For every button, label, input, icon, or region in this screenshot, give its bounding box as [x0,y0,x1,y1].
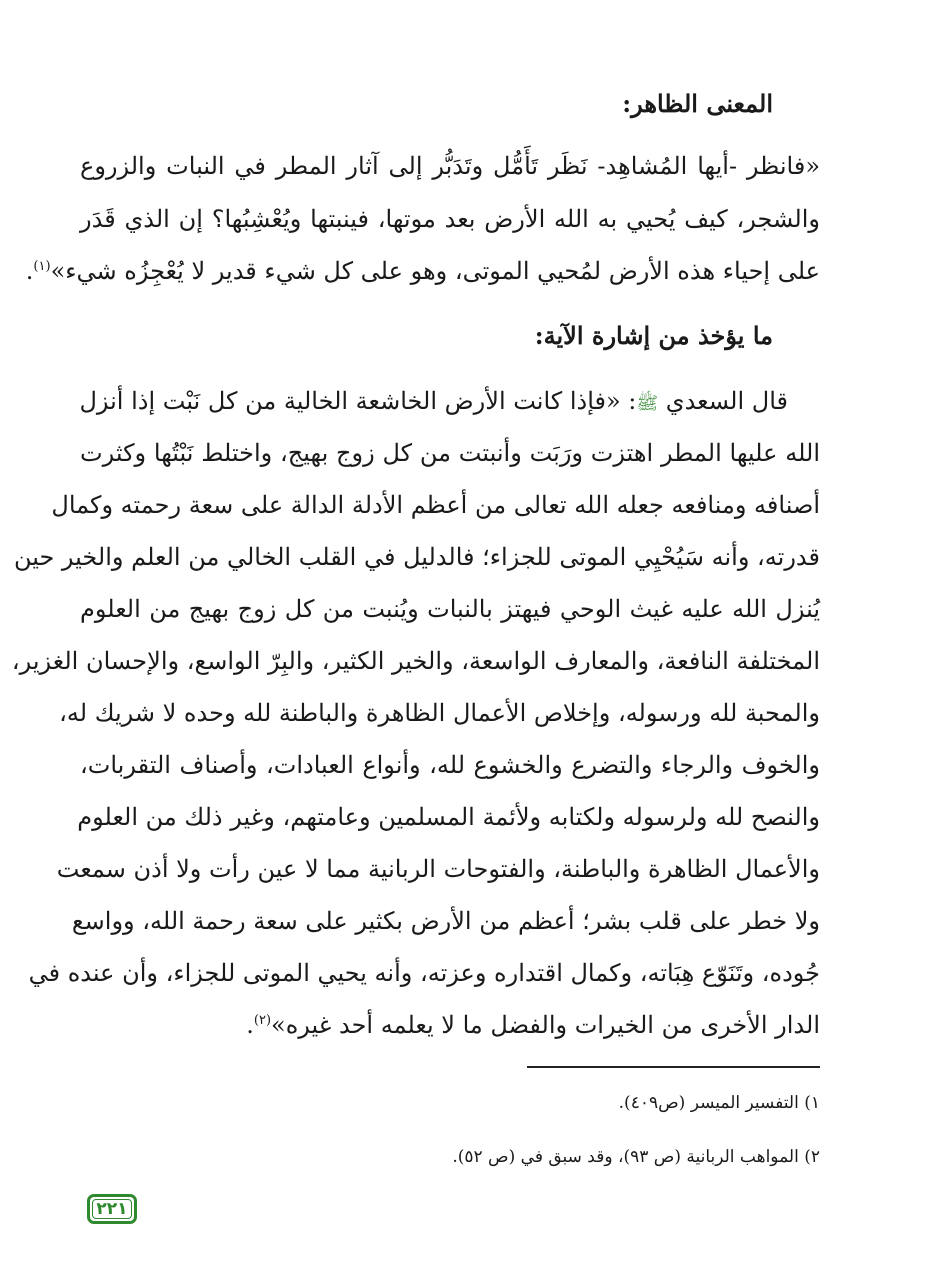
heading-indication: ما يؤخذ من إشارة الآية: [534,321,773,350]
para2-line-8: والخوف والرجاء والتضرع والخشوع لله، وأنواع العبادات، وأصناف التقربات، [80,751,820,779]
honorific-symbol: ﷺ [636,393,659,414]
para2-line-3: أصنافه ومنافعه جعله الله تعالى من أعظم الأدلة الدالة على سعة رحمته وكمال [51,491,820,519]
para1-line-1: «فانظر -أيها المُشاهِد- نَظَر تَأَمُّل وتَدَبُّر إلى آثار المطر في النبات والزروع [80,152,820,180]
footnote-separator [527,1066,820,1068]
para2-line-2: الله عليها المطر اهتزت ورَبَت وأنبتت من كل زوج بهيج، واختلط نَبْتُها وكثرت [80,439,820,467]
footnote-ref-2[interactable]: (٢) [253,1013,272,1028]
para2-line-9: والنصح لله ولرسوله ولكتابه ولأئمة المسلمين وعامتهم، وغير ذلك من العلوم [77,803,820,831]
para2-line-12: جُوده، وتَنَوّع هِبَاته، وكمال اقتداره وعزته، وأنه يحيي الموتى للجزاء، وأن عنده في [28,959,820,987]
page-number-badge [87,1194,137,1224]
para2-line-10: والأعمال الظاهرة والباطنة، والفتوحات الربانية مما لا عين رأت ولا أذن سمعت [56,855,820,883]
para2-first-prefix: قال السعدي [665,387,788,415]
footnote-2: ٢) المواهب الربانية (ص ٩٣)، وقد سبق في (ص ٥٢). [452,1147,820,1167]
para2-line-5: يُنزل الله عليه غيث الوحي فيهتز بالنبات ويُنبت من كل زوج بهيج من العلوم [80,595,820,623]
para2-line-13-text: الدار الأخرى من الخيرات والفضل ما لا يعلمه أحد غيره» [271,1011,820,1039]
para2-line-1 [80,383,820,422]
heading-apparent-meaning: المعنى الظاهر: [622,89,773,118]
para1-line-2: والشجر، كيف يُحيي به الله الأرض بعد موتها، فينبتها ويُعْشِبُها؟ إن الذي قَدَر [80,205,820,233]
para2-line-6: المختلفة النافعة، والمعارف الواسعة، والخير الكثير، والبِرّ الواسع، والإحسان الغزير، [11,647,820,675]
page-number: ٢٢١ [96,1199,128,1219]
footnote-ref-1[interactable]: (١) [33,259,51,274]
para1-line-3-text: على إحياء هذه الأرض لمُحيي الموتى، وهو على كل شيء قدير لا يُعْجِزُه شيء» [50,257,820,285]
para2-line-7: والمحبة لله ورسوله، وإخلاص الأعمال الظاهرة والباطنة لله وحده لا شريك له، [59,699,820,727]
para2-line-4: قدرته، وأنه سَيُحْيِي الموتى للجزاء؛ فالدليل في القلب الخالي من العلم والخير حين [13,543,820,571]
footnote-1: ١) التفسير الميسر (ص٤٠٩). [618,1093,820,1113]
para1-line-3: على إحياء هذه الأرض لمُحيي الموتى، وهو على كل شيء قدير لا يُعْجِزُه شيء»$^{(١)}$. [25,257,820,285]
para2-line-11: ولا خطر على قلب بشر؛ أعظم من الأرض بكثير على سعة رحمة الله، وواسع [71,907,820,935]
para2-first-rest: : «فإذا كانت الأرض الخاشعة الخالية من كل نَبْت إذا أنزل [79,387,637,415]
para2-line-13: الدار الأخرى من الخيرات والفضل ما لا يعلمه أحد غيره»$^{(٢)}$. [246,1011,820,1039]
